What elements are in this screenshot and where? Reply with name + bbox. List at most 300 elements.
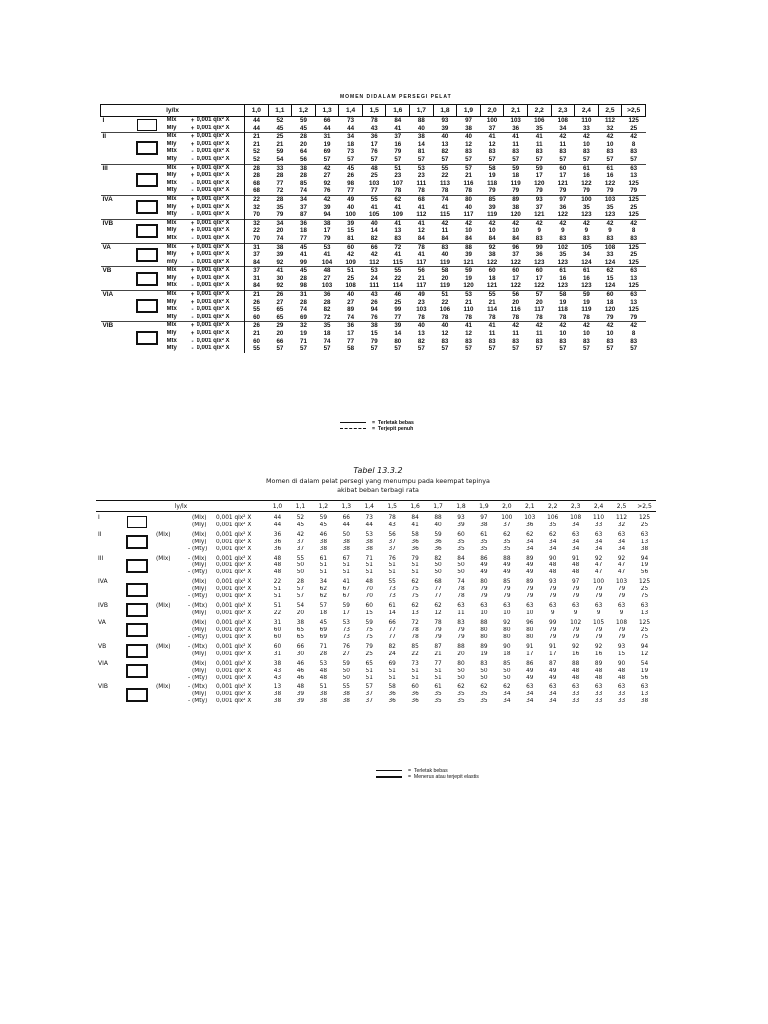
table-cell: 41 — [417, 251, 425, 259]
table-cell: 54 — [296, 603, 305, 610]
table-cell: 69 — [323, 148, 331, 156]
table-cell: 93 — [433, 117, 457, 125]
table-cell: 46 — [319, 531, 328, 538]
case-label: III — [98, 554, 104, 562]
table-cell: 21 — [245, 330, 269, 338]
table-cell: 38 — [512, 203, 520, 211]
table-cell: 21 — [417, 274, 425, 282]
table-cell: 84 — [441, 234, 449, 242]
table-cell: 48 — [315, 267, 339, 275]
table-cell: 50 — [457, 667, 465, 674]
table-cell: 46 — [386, 291, 410, 299]
table-cell: 59 — [434, 531, 442, 538]
table-cell: 57 — [394, 345, 402, 353]
plate-support-icon — [136, 173, 158, 187]
table-cell: 83 — [488, 337, 496, 345]
table-cell: 79 — [276, 211, 284, 219]
table-cell: 17 — [370, 140, 378, 148]
table-cell: 13 — [640, 538, 649, 545]
table-cell: 108 — [615, 619, 628, 626]
table-cell: 96 — [504, 243, 528, 251]
table-cell: 81 — [347, 234, 355, 242]
table-cell: 48 — [594, 674, 603, 681]
table-cell: 57 — [512, 155, 520, 163]
plate-support-icon — [126, 583, 148, 597]
table-cell: 80 — [394, 337, 402, 345]
table-cell: 22 — [273, 610, 282, 617]
table-cell: 78 — [411, 626, 419, 633]
table-cell: 30 — [276, 274, 284, 282]
table-cell: 84 — [386, 117, 410, 125]
table-cell: 35 — [480, 538, 488, 545]
table-cell: 56 — [640, 569, 649, 576]
table-cell: 48 — [594, 667, 603, 674]
table-cell: 34 — [549, 545, 557, 552]
table-cell: 84 — [512, 234, 520, 242]
table-cell: 79 — [512, 187, 520, 195]
table-cell: 41 — [411, 521, 419, 528]
table-row — [101, 156, 646, 164]
table-row — [101, 125, 646, 133]
table-cell: 36 — [434, 538, 442, 545]
table-cell: 48 — [617, 667, 626, 674]
plate-support-icon — [136, 248, 158, 262]
table-cell: 80 — [526, 633, 534, 640]
table-cell: 34 — [582, 251, 590, 259]
table-cell: 59 — [342, 603, 350, 610]
table-cell: 51 — [388, 562, 396, 569]
moment-name: Mlx — [167, 164, 189, 172]
table-cell: 79 — [606, 313, 614, 321]
table-cell: 58 — [411, 531, 419, 538]
table-cell: 45 — [296, 521, 305, 528]
table-cell: 103 — [524, 515, 536, 521]
case-tag — [156, 617, 186, 641]
table-cell: 79 — [617, 593, 626, 600]
table-cell: 13 — [640, 691, 649, 698]
table-cell: 38 — [315, 219, 339, 227]
moment-name: Mtx — [166, 306, 177, 313]
moment-sign: + — [190, 140, 195, 148]
table-cell: 49 — [526, 674, 534, 681]
moment-sign: - — [191, 155, 194, 163]
table-cell: 94 — [640, 555, 649, 562]
table-cell: 19 — [640, 562, 649, 569]
table-cell: 12 — [640, 650, 649, 657]
table-cell: 58 — [347, 345, 355, 353]
moment-name: (Mly) — [192, 610, 207, 617]
table-cell: 55 — [245, 306, 269, 314]
table-cell: 60 — [480, 267, 504, 275]
table-cell: 77 — [388, 633, 396, 640]
table-cell: 82 — [323, 306, 331, 314]
case-label: IVB — [101, 219, 127, 243]
table-cell: 18 — [512, 172, 520, 180]
table-cell: 53 — [457, 291, 481, 299]
table-cell: 66 — [296, 643, 305, 650]
table-cell: 83 — [433, 243, 457, 251]
table-cell: 63 — [617, 531, 626, 538]
table-cell: 65 — [276, 306, 284, 314]
table-cell: 92 — [503, 619, 511, 626]
table-cell: 89 — [526, 579, 534, 586]
table-cell: 8 — [631, 140, 636, 148]
moment-name: Mlx — [167, 267, 189, 275]
header-ratio-3: 1,3 — [315, 105, 339, 117]
table-cell: 79 — [457, 633, 465, 640]
table-cell: 83 — [465, 337, 472, 345]
case-label: VIA — [98, 659, 108, 667]
table-cell: 63 — [571, 684, 580, 691]
table-cell: 64 — [300, 148, 307, 156]
moment-sign: + — [190, 298, 195, 306]
table-cell: 49 — [526, 562, 534, 569]
table-cell: 77 — [347, 187, 355, 195]
table-cell: 35 — [480, 698, 488, 705]
table-cell: 18 — [606, 298, 614, 306]
table-cell: 74 — [300, 306, 307, 314]
table-cell: 49 — [526, 667, 534, 674]
moment-name: Mtx — [166, 234, 177, 241]
moment-formula: 0,001 qlx² X — [196, 234, 230, 241]
table-cell: 62 — [480, 684, 488, 691]
moment-name: (Mtx) — [192, 643, 208, 650]
table-cell: 84 — [457, 555, 465, 562]
legend-fixed-line — [340, 428, 366, 429]
table-row — [101, 291, 646, 299]
table-cell: 83 — [606, 148, 614, 156]
table-cell: 16 — [559, 274, 567, 282]
table-cell: 20 — [276, 227, 284, 235]
table-cell: 92 — [594, 555, 603, 562]
moment-sign: + — [190, 172, 195, 180]
table-cell: 74 — [276, 234, 284, 242]
table-cell: 75 — [365, 633, 373, 640]
moment-formula: 0,001 qlx² X — [216, 538, 252, 545]
table-cell: 57 — [370, 155, 378, 163]
table-cell: 92 — [571, 643, 580, 650]
table-cell: 28 — [292, 133, 316, 141]
moment-formula: 0,001 qlx² X — [196, 140, 230, 147]
table-cell: 94 — [323, 211, 331, 219]
table-cell: 13 — [411, 610, 419, 617]
table-cell: 20 — [296, 610, 305, 617]
table-cell: 49 — [526, 569, 534, 576]
table-cell: 51 — [319, 569, 328, 576]
moment-formula: 0,001 qlx² X — [216, 569, 252, 576]
table-cell: 77 — [276, 179, 284, 187]
table-cell: 77 — [394, 313, 402, 321]
table-cell: 82 — [434, 555, 442, 562]
table-cell: 79 — [549, 586, 557, 593]
table-row — [101, 204, 646, 212]
moment-formula: 0,001 qlx² X — [197, 322, 245, 330]
table-cell: 35 — [276, 203, 284, 211]
table-cell: 108 — [598, 243, 622, 251]
table-cell: 85 — [300, 179, 307, 187]
table-cell: 79 — [411, 555, 419, 562]
case-label: II — [101, 133, 127, 164]
moment-name: Mly — [166, 140, 177, 147]
header-ratio-0: 1,0 — [245, 105, 269, 117]
table-cell: 79 — [457, 626, 465, 633]
plate-support-icon — [126, 559, 148, 573]
table-cell: 31 — [315, 133, 339, 141]
table-cell: 52 — [245, 148, 269, 156]
table-cell: 41 — [457, 322, 481, 330]
table-cell: 79 — [630, 313, 638, 321]
table-cell: 49 — [549, 674, 557, 681]
table-cell: 13 — [273, 684, 282, 691]
table-cell: 51 — [411, 674, 419, 681]
moment-name: Mty — [166, 345, 177, 352]
table-cell: 91 — [549, 643, 557, 650]
table-cell: 42 — [622, 322, 646, 330]
table-cell: 75 — [640, 593, 649, 600]
table-cell: 40 — [417, 124, 425, 132]
moment-name: Mty — [166, 211, 177, 218]
table-cell: 61 — [575, 164, 599, 172]
moment-formula: 0,001 qlx² X — [196, 345, 230, 352]
table-cell: 57 — [347, 155, 355, 163]
table-2-caption-line2: akibat beban terbagi rata — [337, 486, 419, 494]
moment-name: Mtx — [166, 337, 177, 344]
table-cell: 11 — [535, 330, 543, 338]
table-cell: 43 — [273, 667, 282, 674]
moment-sign: - — [191, 306, 194, 314]
table-cell: 57 — [527, 291, 551, 299]
table-cell: 19 — [559, 298, 567, 306]
table-cell: 40 — [434, 521, 442, 528]
table-cell: 31 — [245, 275, 269, 283]
table-cell: 34 — [549, 698, 557, 705]
table-cell: 51 — [273, 593, 282, 600]
table-cell: 75 — [365, 626, 373, 633]
table-cell: 79 — [323, 234, 331, 242]
table-cell: 125 — [622, 117, 646, 125]
table-cell: 21 — [245, 133, 269, 141]
table-cell: 79 — [365, 643, 373, 650]
plate-diagram — [118, 600, 156, 617]
plate-diagram — [127, 133, 167, 164]
table-cell: 38 — [296, 619, 305, 626]
table-cell: 103 — [504, 117, 528, 125]
case-label: I — [98, 514, 100, 521]
table-cell: 22 — [245, 195, 269, 203]
case-tag: (Mlx) — [156, 684, 171, 691]
table-cell: 90 — [503, 643, 511, 650]
header-ratio-13: 2,3 — [551, 105, 575, 117]
table-cell: 81 — [417, 148, 425, 156]
table-cell: 36 — [292, 219, 316, 227]
table-cell: 42 — [527, 322, 551, 330]
table-cell: 9 — [550, 610, 555, 617]
table-cell: 51 — [273, 586, 282, 593]
table-cell: 16 — [594, 650, 603, 657]
table-cell: 83 — [394, 234, 402, 242]
moment-sign: - — [187, 633, 191, 640]
table-cell: 53 — [315, 243, 339, 251]
table-cell: 38 — [365, 538, 373, 545]
table-cell: 50 — [342, 531, 350, 538]
case-label: VIB — [101, 322, 127, 353]
moment-sign: - — [187, 603, 191, 610]
table-cell: 52 — [296, 515, 305, 521]
header-ratio-7: 1,7 — [410, 105, 434, 117]
table-cell: 39 — [441, 124, 449, 132]
table-cell: 124 — [581, 258, 592, 266]
header-ratio-label: ly/lx — [101, 105, 245, 117]
table-cell: 79 — [594, 593, 603, 600]
moment-name: Mlx — [167, 243, 189, 251]
table-cell: 119 — [487, 211, 498, 219]
header-ratio-0: 1,0 — [266, 501, 289, 512]
table-cell: 69 — [388, 660, 396, 667]
table-cell: 10 — [582, 330, 590, 338]
table-cell: 42 — [551, 133, 575, 141]
table-cell: 28 — [300, 172, 307, 180]
moment-formula: 0,001 qlx² X — [216, 579, 252, 586]
table-cell: 89 — [480, 643, 488, 650]
table-cell: 63 — [622, 164, 646, 172]
table-cell: 72 — [386, 243, 410, 251]
plate-support-icon — [126, 644, 148, 658]
table-cell: 38 — [488, 251, 496, 259]
legend-continuous-text: Menerus atau terjepit elastis — [413, 774, 479, 780]
moment-name: (Mly) — [192, 521, 207, 528]
plate-support-icon — [126, 623, 148, 637]
table-cell: 108 — [551, 117, 575, 125]
table-cell: 38 — [362, 322, 386, 330]
table-cell: 39 — [465, 251, 472, 259]
moment-name: (Mlx) — [192, 619, 207, 626]
table-cell: 78 — [488, 313, 496, 321]
moment-name: Mly — [166, 251, 177, 258]
table-cell: 123 — [557, 282, 568, 290]
table-cell: 48 — [273, 562, 282, 569]
header-ratio-14: 2,4 — [587, 501, 610, 512]
table-cell: 67 — [342, 555, 350, 562]
table-cell: 37 — [296, 538, 305, 545]
case-tag — [156, 512, 186, 529]
table-cell: 119 — [439, 258, 450, 266]
table-cell: 19 — [480, 650, 488, 657]
table-cell: 50 — [457, 674, 465, 681]
table-cell: 37 — [296, 545, 305, 552]
moment-sign: - — [191, 345, 194, 353]
table-cell: 35 — [582, 203, 590, 211]
table-row — [101, 251, 646, 259]
plate-diagram — [118, 681, 156, 705]
table-cell: 69 — [300, 313, 307, 321]
table-cell: 35 — [457, 545, 465, 552]
moment-formula: 0,001 qlx² X — [216, 619, 252, 626]
table-cell: 11 — [488, 330, 496, 338]
table-cell: 19 — [300, 330, 307, 338]
table-cell: 38 — [465, 124, 472, 132]
table-cell: 10 — [480, 610, 488, 617]
table-cell: 14 — [394, 330, 402, 338]
moment-name: Mty — [166, 313, 177, 320]
table-cell: 55 — [386, 267, 410, 275]
table-cell: 19 — [582, 298, 590, 306]
table-cell: 57 — [582, 155, 590, 163]
moment-sign: - — [187, 569, 191, 576]
plate-diagram — [118, 512, 156, 529]
case-tag — [156, 576, 186, 600]
table-cell: 51 — [365, 562, 373, 569]
table-cell: 38 — [480, 521, 488, 528]
table-cell: 80 — [480, 626, 488, 633]
table-cell: 34 — [292, 195, 316, 203]
table-cell: 36 — [559, 203, 567, 211]
table-cell: 25 — [640, 626, 649, 633]
table-cell: 96 — [526, 619, 534, 626]
table-cell: 37 — [535, 203, 543, 211]
table-cell: 22 — [411, 650, 419, 657]
table-cell: 21 — [465, 298, 472, 306]
table-cell: 9 — [537, 227, 541, 235]
table-cell: 38 — [410, 133, 434, 141]
table-cell: 57 — [465, 345, 472, 353]
table-cell: 42 — [315, 164, 339, 172]
table-cell: 84 — [488, 234, 496, 242]
table-cell: 22 — [441, 298, 449, 306]
moment-formula: 0,001 qlx² X — [216, 674, 252, 681]
table-cell: 79 — [526, 586, 534, 593]
table-cell: 34 — [549, 538, 557, 545]
table-cell: 80 — [480, 579, 488, 586]
header-ratio-3: 1,3 — [335, 501, 358, 512]
table-cell: 17 — [526, 650, 534, 657]
table-cell: 78 — [394, 187, 402, 195]
table-cell: 92 — [617, 555, 626, 562]
table-cell: 63 — [594, 531, 603, 538]
table-cell: 78 — [457, 593, 465, 600]
moment-formula: 0,001 qlx² X — [216, 515, 252, 521]
table-cell: 69 — [319, 633, 328, 640]
table-cell: 79 — [571, 586, 580, 593]
table-cell: 123 — [534, 258, 545, 266]
table-cell: 122 — [581, 179, 592, 187]
table-cell: 61 — [575, 267, 599, 275]
table-cell: 21 — [465, 172, 472, 180]
table-cell: 57 — [630, 345, 638, 353]
table-cell: 57 — [535, 155, 543, 163]
table-cell: 53 — [365, 531, 373, 538]
table-cell: 85 — [480, 195, 504, 203]
moment-sign: + — [189, 164, 197, 172]
table-cell: 107 — [392, 179, 403, 187]
table-cell: 38 — [319, 691, 328, 698]
table-cell: 56 — [300, 155, 307, 163]
table-cell: 55 — [480, 291, 504, 299]
table-cell: 22 — [273, 579, 282, 586]
table-cell: 125 — [638, 579, 651, 586]
table-cell: 121 — [534, 211, 545, 219]
table-cell: 106 — [527, 117, 551, 125]
table-cell: 57 — [365, 684, 373, 691]
table-cell: 17 — [323, 227, 331, 235]
plate-diagram — [127, 243, 167, 267]
table-cell: 19 — [640, 667, 649, 674]
table-cell: 51 — [319, 684, 328, 691]
table-cell: 17 — [347, 330, 355, 338]
moment-sign: - — [191, 258, 194, 266]
table-cell: 99 — [527, 243, 551, 251]
table-cell: 41 — [300, 251, 307, 259]
moment-name: Mly — [166, 203, 177, 210]
